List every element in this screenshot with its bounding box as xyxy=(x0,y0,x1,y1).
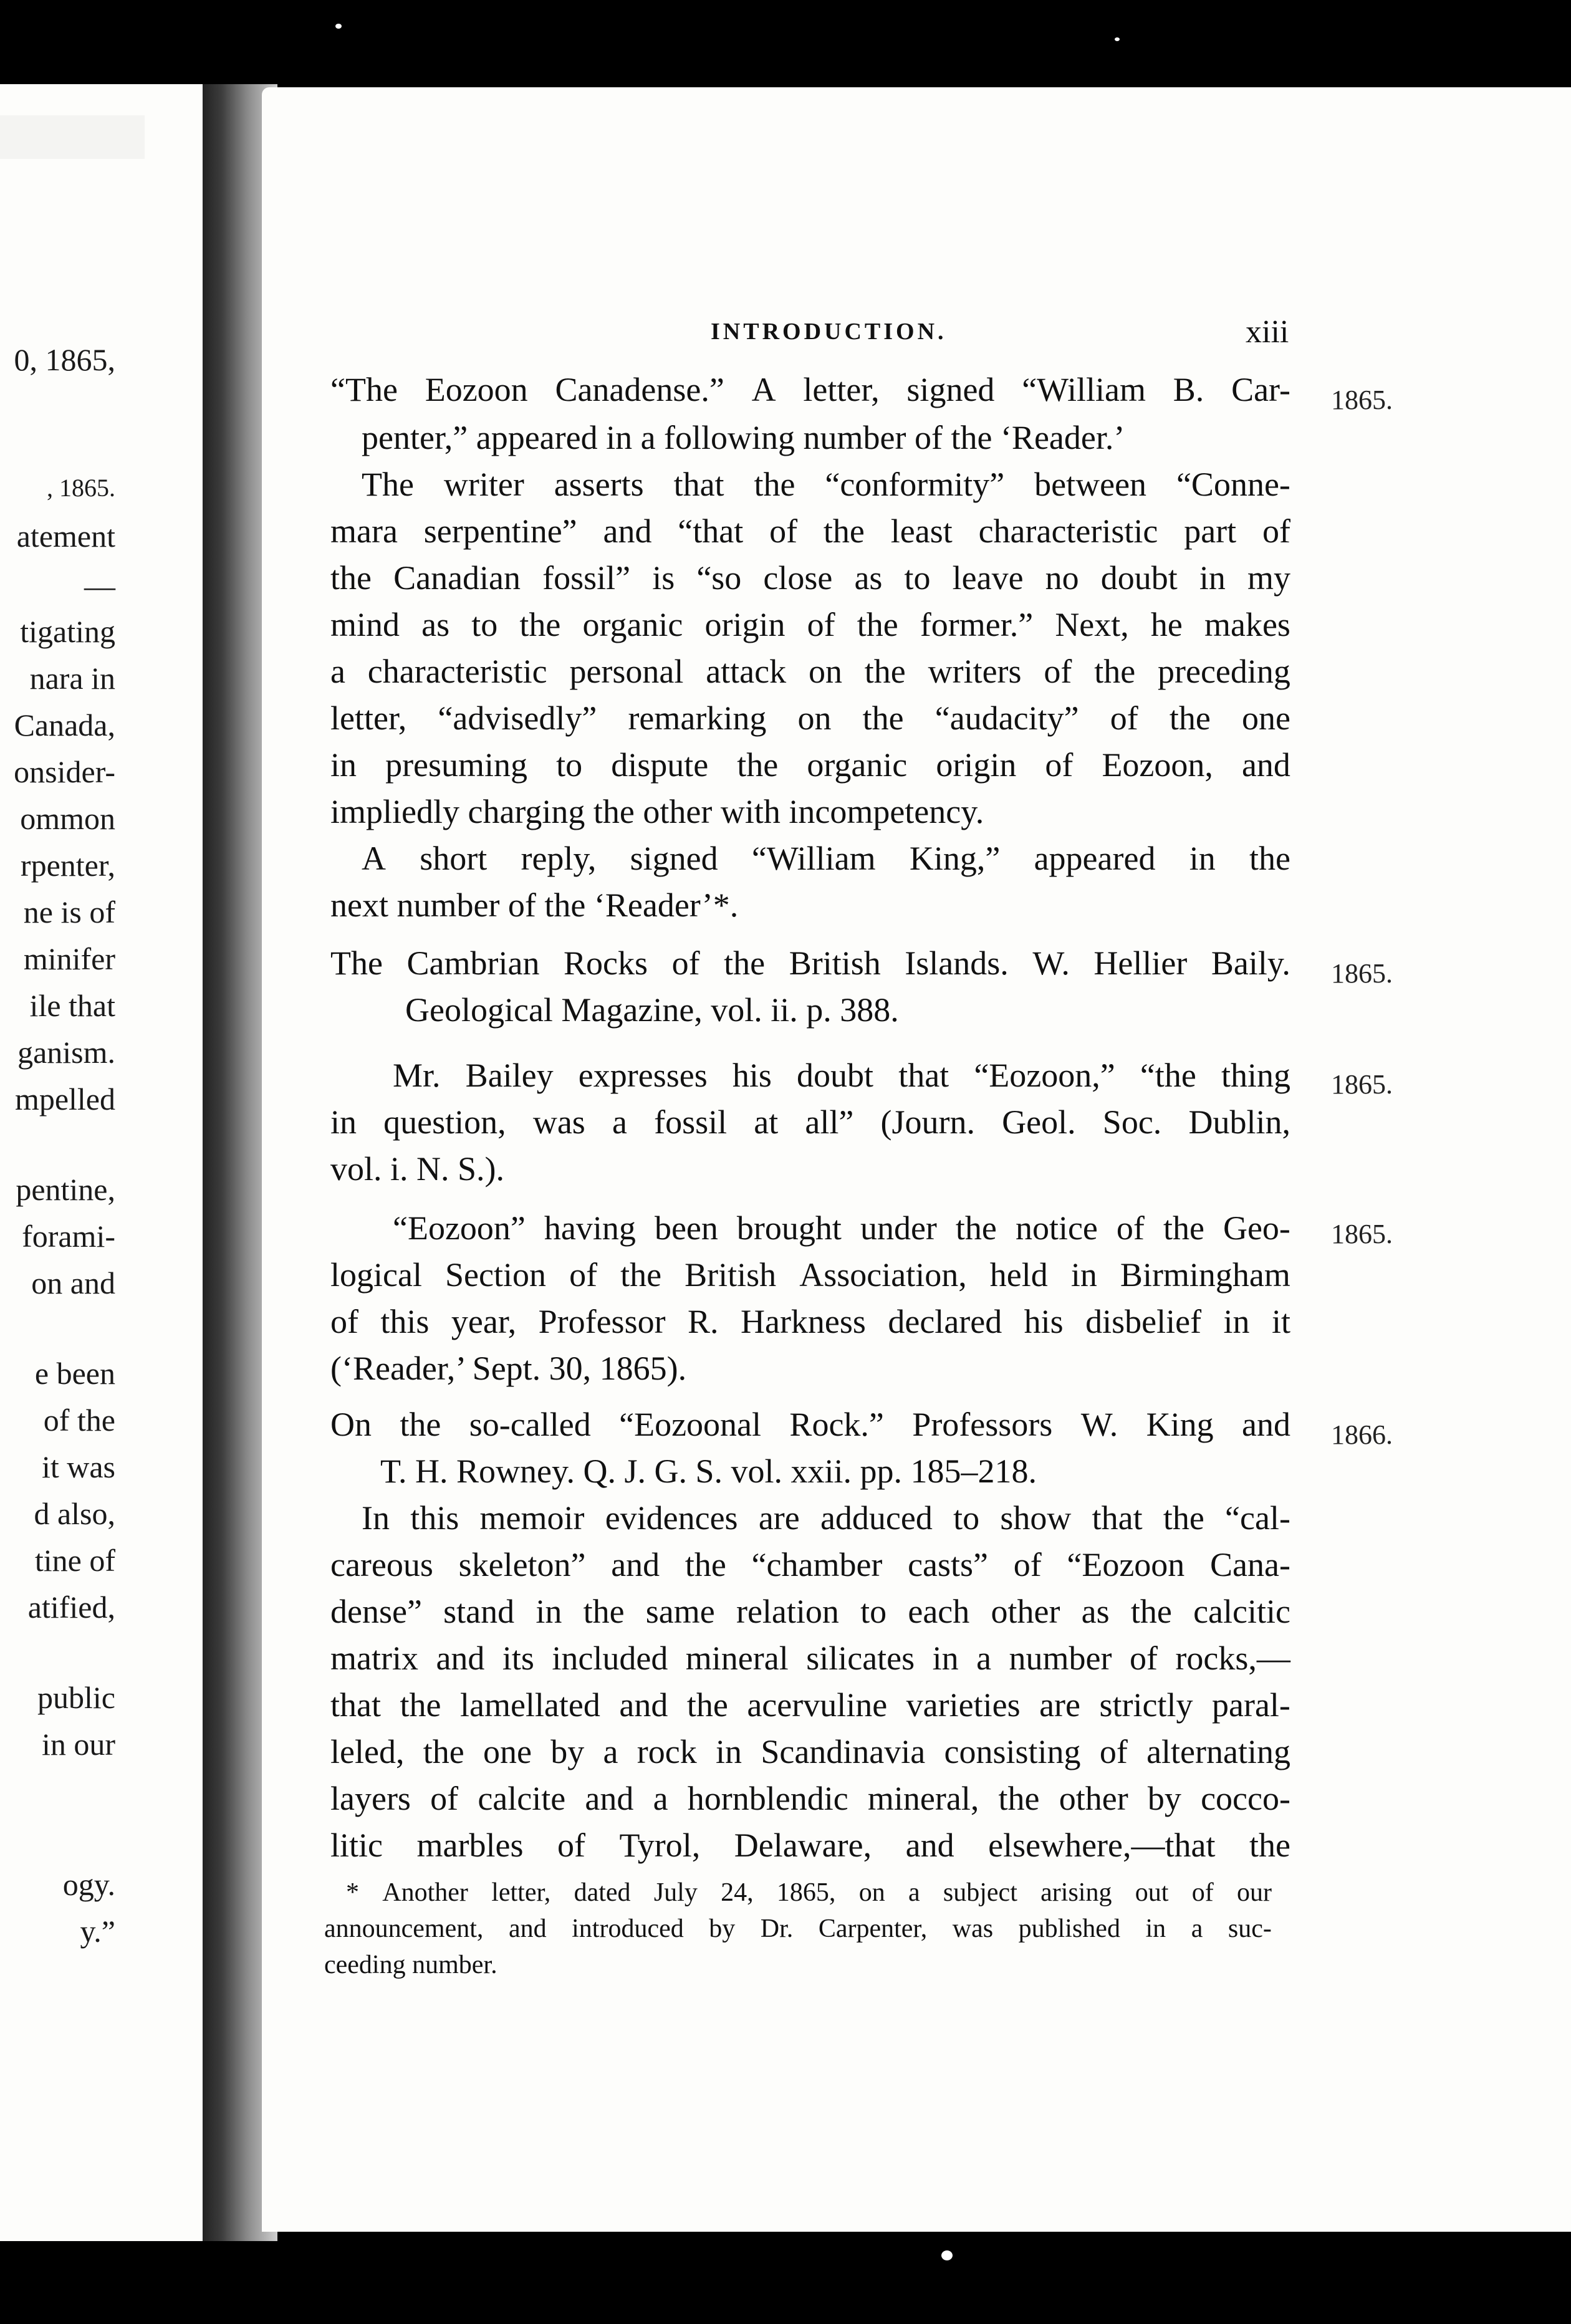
left-page-line: pentine, xyxy=(16,1172,115,1207)
scan-speck xyxy=(941,2250,953,2260)
left-page-line: atified, xyxy=(27,1590,115,1625)
left-page-line: mpelled xyxy=(14,1082,115,1116)
body-line: of this year, Professor R. Harkness declared his disbelief in it xyxy=(330,1303,1290,1340)
body-line: impliedly charging the other with incompetency. xyxy=(330,793,984,830)
body-line: In this memoir evidences are adduced to show that the “cal- xyxy=(362,1499,1290,1537)
body-line: mind as to the organic origin of the former.” Next, he makes xyxy=(330,606,1290,643)
page-number: xiii xyxy=(1246,314,1289,350)
body-line: careous skeleton” and the “chamber casts” of “Eozoon Cana- xyxy=(330,1546,1290,1583)
left-page-line: 0, 1865, xyxy=(14,342,115,377)
year-marker: 1866. xyxy=(1331,1419,1393,1450)
left-page-line: of the xyxy=(43,1403,115,1438)
left-page-line: onsider- xyxy=(14,754,115,789)
left-page-line: rpenter, xyxy=(20,848,115,883)
body-line: in presuming to dispute the organic origin of Eozoon, and xyxy=(330,746,1290,784)
body-line: leled, the one by a rock in Scandinavia consisting of alternating xyxy=(330,1733,1290,1770)
body-line: “Eozoon” having been brought under the notice of the Geo- xyxy=(393,1209,1290,1247)
scan-speck xyxy=(1115,37,1120,41)
body-line: The Cambrian Rocks of the British Islands. W. Hellier Baily. xyxy=(330,944,1290,982)
left-page-line: minifer xyxy=(23,941,115,976)
left-page-line: d also, xyxy=(34,1496,115,1531)
body-line: The writer asserts that the “conformity” between “Conne- xyxy=(362,466,1290,503)
left-page-line: e been xyxy=(34,1356,115,1391)
body-line: next number of the ‘Reader’*. xyxy=(330,886,739,924)
body-line: Geological Magazine, vol. ii. p. 388. xyxy=(405,991,899,1029)
body-line: layers of calcite and a hornblendic mineral, the other by cocco- xyxy=(330,1780,1290,1817)
year-marker: 1865. xyxy=(1331,1069,1393,1100)
body-line: a characteristic personal attack on the writers of the preceding xyxy=(330,653,1290,690)
page-edge-strip xyxy=(0,115,145,159)
left-page-line: nara in xyxy=(29,661,115,696)
footnote-line: announcement, and introduced by Dr. Carpenter, was published in a suc- xyxy=(324,1914,1272,1943)
body-line: On the so-called “Eozoonal Rock.” Professors W. King and xyxy=(330,1406,1290,1443)
left-page-line: tine of xyxy=(34,1543,115,1578)
left-page-line: it was xyxy=(41,1449,115,1484)
body-line: letter, “advisedly” remarking on the “audacity” of the one xyxy=(330,699,1290,737)
left-page-line: in our xyxy=(41,1727,115,1762)
scan-speck xyxy=(335,24,342,29)
left-page-line: public xyxy=(37,1680,115,1715)
body-line: “The Eozoon Canadense.” A letter, signed “William B. Car- xyxy=(330,371,1290,408)
footnote-line: * Another letter, dated July 24, 1865, on a subject arising out of our xyxy=(346,1878,1272,1907)
year-marker: 1865. xyxy=(1331,1219,1393,1249)
left-page-line: ganism. xyxy=(17,1035,115,1070)
left-page-line: y.” xyxy=(80,1914,115,1949)
body-line: vol. i. N. S.). xyxy=(330,1150,505,1188)
left-page-line: atement xyxy=(16,519,115,554)
body-line: in question, was a fossil at all” (Journ. Geol. Soc. Dublin, xyxy=(330,1103,1290,1141)
running-header: INTRODUCTION. xyxy=(711,319,947,345)
body-line: logical Section of the British Association, held in Birmingham xyxy=(330,1256,1290,1294)
body-line: penter,” appeared in a following number of the ‘Reader.’ xyxy=(362,419,1125,456)
left-page-line: , 1865. xyxy=(47,474,115,502)
body-line: litic marbles of Tyrol, Delaware, and elsewhere,—that the xyxy=(330,1827,1290,1864)
body-line: the Canadian fossil” is “so close as to leave no doubt in my xyxy=(330,559,1290,597)
left-page-line: ile that xyxy=(29,988,115,1023)
body-line: dense” stand in the same relation to each other as the calcitic xyxy=(330,1593,1290,1630)
left-page-line: ogy. xyxy=(62,1867,115,1902)
year-marker: 1865. xyxy=(1331,385,1393,415)
left-page-line: forami- xyxy=(22,1219,115,1254)
left-page-line: ommon xyxy=(20,801,115,836)
left-page-line: — xyxy=(84,569,115,603)
body-line: that the lamellated and the acervuline varieties are strictly paral- xyxy=(330,1686,1290,1724)
body-line: mara serpentine” and “that of the least characteristic part of xyxy=(330,512,1290,550)
body-line: Mr. Bailey expresses his doubt that “Eozoon,” “the thing xyxy=(393,1057,1290,1094)
left-page-line: on and xyxy=(31,1265,115,1300)
left-page-line: tigating xyxy=(20,614,115,649)
body-line: matrix and its included mineral silicates in a number of rocks,— xyxy=(330,1640,1290,1677)
left-page-line: Canada, xyxy=(14,708,115,742)
left-page-line: ne is of xyxy=(23,895,115,929)
year-marker: 1865. xyxy=(1331,958,1393,989)
body-line: (‘Reader,’ Sept. 30, 1865). xyxy=(330,1350,687,1387)
previous-page-fragment xyxy=(0,84,203,2241)
body-line: T. H. Rowney. Q. J. G. S. vol. xxii. pp. 185–218. xyxy=(380,1452,1037,1490)
body-line: A short reply, signed “William King,” appeared in the xyxy=(362,840,1290,877)
footnote-line: ceeding number. xyxy=(324,1951,497,1979)
